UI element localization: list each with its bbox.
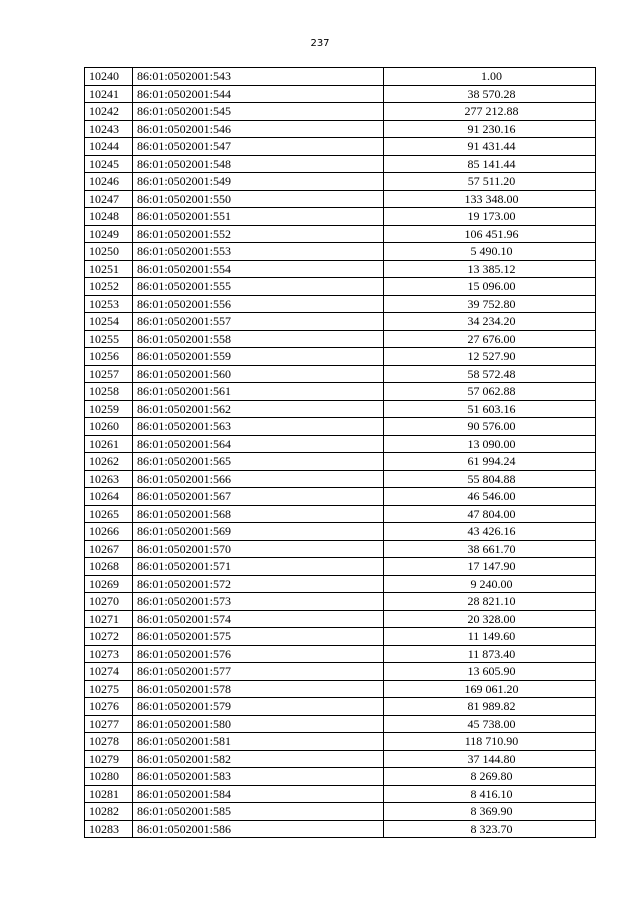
- cadastral-number-cell: 86:01:0502001:577: [133, 663, 384, 681]
- table-row: [85, 68, 596, 86]
- value-cell: 85 141.44: [384, 155, 596, 173]
- cadastral-number-cell: 86:01:0502001:543: [133, 68, 384, 86]
- table-row: [85, 593, 596, 611]
- row-number-cell: 10264: [85, 488, 133, 506]
- table-row: [85, 523, 596, 541]
- cadastral-number-cell: 86:01:0502001:567: [133, 488, 384, 506]
- page-number: 237: [310, 38, 330, 49]
- cadastral-number-cell: 86:01:0502001:571: [133, 558, 384, 576]
- row-number-cell: 10249: [85, 225, 133, 243]
- row-number-cell: 10257: [85, 365, 133, 383]
- table-row: [85, 610, 596, 628]
- cadastral-number-cell: 86:01:0502001:579: [133, 698, 384, 716]
- cadastral-number-cell: 86:01:0502001:560: [133, 365, 384, 383]
- row-number-cell: 10270: [85, 593, 133, 611]
- table-row: [85, 365, 596, 383]
- cadastral-number-cell: 86:01:0502001:575: [133, 628, 384, 646]
- value-cell: 90 576.00: [384, 418, 596, 436]
- value-cell: 43 426.16: [384, 523, 596, 541]
- row-number-cell: 10250: [85, 243, 133, 261]
- table-row: [85, 785, 596, 803]
- row-number-cell: 10271: [85, 610, 133, 628]
- table-row: [85, 663, 596, 681]
- row-number-cell: 10267: [85, 540, 133, 558]
- cadastral-number-cell: 86:01:0502001:554: [133, 260, 384, 278]
- row-number-cell: 10240: [85, 68, 133, 86]
- row-number-cell: 10268: [85, 558, 133, 576]
- cadastral-number-cell: 86:01:0502001:562: [133, 400, 384, 418]
- row-number-cell: 10243: [85, 120, 133, 138]
- row-number-cell: 10245: [85, 155, 133, 173]
- table-row: [85, 803, 596, 821]
- cadastral-number-cell: 86:01:0502001:564: [133, 435, 384, 453]
- value-cell: 8 269.80: [384, 768, 596, 786]
- row-number-cell: 10282: [85, 803, 133, 821]
- cadastral-number-cell: 86:01:0502001:565: [133, 453, 384, 471]
- value-cell: 15 096.00: [384, 278, 596, 296]
- value-cell: 11 873.40: [384, 645, 596, 663]
- value-cell: 8 369.90: [384, 803, 596, 821]
- value-cell: 57 511.20: [384, 173, 596, 191]
- table-row: [85, 103, 596, 121]
- row-number-cell: 10251: [85, 260, 133, 278]
- row-number-cell: 10252: [85, 278, 133, 296]
- cadastral-number-cell: 86:01:0502001:570: [133, 540, 384, 558]
- value-cell: 13 090.00: [384, 435, 596, 453]
- row-number-cell: 10254: [85, 313, 133, 331]
- table-row: [85, 348, 596, 366]
- table-row: [85, 418, 596, 436]
- value-cell: 27 676.00: [384, 330, 596, 348]
- table-row: [85, 698, 596, 716]
- table-row: [85, 540, 596, 558]
- table-row: [85, 155, 596, 173]
- value-cell: 19 173.00: [384, 208, 596, 226]
- table-row: [85, 330, 596, 348]
- cadastral-number-cell: 86:01:0502001:548: [133, 155, 384, 173]
- row-number-cell: 10255: [85, 330, 133, 348]
- cadastral-number-cell: 86:01:0502001:547: [133, 138, 384, 156]
- value-cell: 46 546.00: [384, 488, 596, 506]
- row-number-cell: 10262: [85, 453, 133, 471]
- table-row: [85, 750, 596, 768]
- table-row: [85, 435, 596, 453]
- table-row: [85, 383, 596, 401]
- value-cell: 38 661.70: [384, 540, 596, 558]
- value-cell: 118 710.90: [384, 733, 596, 751]
- row-number-cell: 10260: [85, 418, 133, 436]
- value-cell: 277 212.88: [384, 103, 596, 121]
- table-row: [85, 680, 596, 698]
- table-row: [85, 645, 596, 663]
- cadastral-number-cell: 86:01:0502001:582: [133, 750, 384, 768]
- row-number-cell: 10269: [85, 575, 133, 593]
- value-cell: 47 804.00: [384, 505, 596, 523]
- row-number-cell: 10242: [85, 103, 133, 121]
- cadastral-number-cell: 86:01:0502001:545: [133, 103, 384, 121]
- table-row: [85, 505, 596, 523]
- value-cell: 37 144.80: [384, 750, 596, 768]
- cadastral-number-cell: 86:01:0502001:583: [133, 768, 384, 786]
- row-number-cell: 10273: [85, 645, 133, 663]
- table-row: [85, 470, 596, 488]
- cadastral-number-cell: 86:01:0502001:556: [133, 295, 384, 313]
- table-row: [85, 120, 596, 138]
- table-row: [85, 400, 596, 418]
- cadastral-number-cell: 86:01:0502001:568: [133, 505, 384, 523]
- value-cell: 91 230.16: [384, 120, 596, 138]
- value-cell: 13 605.90: [384, 663, 596, 681]
- cadastral-number-cell: 86:01:0502001:549: [133, 173, 384, 191]
- row-number-cell: 10248: [85, 208, 133, 226]
- cadastral-number-cell: 86:01:0502001:561: [133, 383, 384, 401]
- table-row: [85, 575, 596, 593]
- cadastral-number-cell: 86:01:0502001:557: [133, 313, 384, 331]
- value-cell: 8 323.70: [384, 820, 596, 838]
- cadastral-number-cell: 86:01:0502001:546: [133, 120, 384, 138]
- cadastral-number-cell: 86:01:0502001:580: [133, 715, 384, 733]
- value-cell: 11 149.60: [384, 628, 596, 646]
- row-number-cell: 10263: [85, 470, 133, 488]
- row-number-cell: 10266: [85, 523, 133, 541]
- value-cell: 28 821.10: [384, 593, 596, 611]
- row-number-cell: 10244: [85, 138, 133, 156]
- row-number-cell: 10280: [85, 768, 133, 786]
- value-cell: 17 147.90: [384, 558, 596, 576]
- cadastral-number-cell: 86:01:0502001:559: [133, 348, 384, 366]
- cadastral-number-cell: 86:01:0502001:566: [133, 470, 384, 488]
- value-cell: 55 804.88: [384, 470, 596, 488]
- row-number-cell: 10278: [85, 733, 133, 751]
- table-row: [85, 278, 596, 296]
- value-cell: 45 738.00: [384, 715, 596, 733]
- table-row: [85, 208, 596, 226]
- value-cell: 1.00: [384, 68, 596, 86]
- cadastral-value-table: [84, 67, 596, 838]
- table-row: [85, 820, 596, 838]
- table-row: [85, 138, 596, 156]
- value-cell: 39 752.80: [384, 295, 596, 313]
- cadastral-number-cell: 86:01:0502001:553: [133, 243, 384, 261]
- value-cell: 57 062.88: [384, 383, 596, 401]
- value-cell: 81 989.82: [384, 698, 596, 716]
- cadastral-number-cell: 86:01:0502001:550: [133, 190, 384, 208]
- table-row: [85, 628, 596, 646]
- row-number-cell: 10259: [85, 400, 133, 418]
- table-row: [85, 313, 596, 331]
- row-number-cell: 10241: [85, 85, 133, 103]
- row-number-cell: 10283: [85, 820, 133, 838]
- cadastral-number-cell: 86:01:0502001:585: [133, 803, 384, 821]
- row-number-cell: 10246: [85, 173, 133, 191]
- cadastral-number-cell: 86:01:0502001:573: [133, 593, 384, 611]
- cadastral-number-cell: 86:01:0502001:576: [133, 645, 384, 663]
- cadastral-number-cell: 86:01:0502001:574: [133, 610, 384, 628]
- cadastral-number-cell: 86:01:0502001:558: [133, 330, 384, 348]
- table-row: [85, 260, 596, 278]
- cadastral-number-cell: 86:01:0502001:581: [133, 733, 384, 751]
- table-row: [85, 453, 596, 471]
- value-cell: 38 570.28: [384, 85, 596, 103]
- table-row: [85, 733, 596, 751]
- table-row: [85, 85, 596, 103]
- row-number-cell: 10256: [85, 348, 133, 366]
- table-row: [85, 295, 596, 313]
- row-number-cell: 10272: [85, 628, 133, 646]
- row-number-cell: 10265: [85, 505, 133, 523]
- value-cell: 91 431.44: [384, 138, 596, 156]
- table-row: [85, 225, 596, 243]
- value-cell: 12 527.90: [384, 348, 596, 366]
- value-cell: 9 240.00: [384, 575, 596, 593]
- cadastral-number-cell: 86:01:0502001:544: [133, 85, 384, 103]
- row-number-cell: 10261: [85, 435, 133, 453]
- cadastral-number-cell: 86:01:0502001:569: [133, 523, 384, 541]
- row-number-cell: 10258: [85, 383, 133, 401]
- value-cell: 61 994.24: [384, 453, 596, 471]
- value-cell: 106 451.96: [384, 225, 596, 243]
- cadastral-number-cell: 86:01:0502001:584: [133, 785, 384, 803]
- cadastral-number-cell: 86:01:0502001:551: [133, 208, 384, 226]
- value-cell: 34 234.20: [384, 313, 596, 331]
- cadastral-number-cell: 86:01:0502001:578: [133, 680, 384, 698]
- row-number-cell: 10277: [85, 715, 133, 733]
- value-cell: 13 385.12: [384, 260, 596, 278]
- row-number-cell: 10279: [85, 750, 133, 768]
- row-number-cell: 10274: [85, 663, 133, 681]
- table-row: [85, 768, 596, 786]
- value-cell: 58 572.48: [384, 365, 596, 383]
- value-cell: 51 603.16: [384, 400, 596, 418]
- value-cell: 5 490.10: [384, 243, 596, 261]
- table-row: [85, 488, 596, 506]
- table-row: [85, 173, 596, 191]
- row-number-cell: 10275: [85, 680, 133, 698]
- row-number-cell: 10253: [85, 295, 133, 313]
- cadastral-number-cell: 86:01:0502001:572: [133, 575, 384, 593]
- row-number-cell: 10281: [85, 785, 133, 803]
- row-number-cell: 10276: [85, 698, 133, 716]
- table-row: [85, 558, 596, 576]
- table-row: [85, 243, 596, 261]
- table-row: [85, 190, 596, 208]
- cadastral-number-cell: 86:01:0502001:563: [133, 418, 384, 436]
- value-cell: 8 416.10: [384, 785, 596, 803]
- cadastral-number-cell: 86:01:0502001:552: [133, 225, 384, 243]
- row-number-cell: 10247: [85, 190, 133, 208]
- cadastral-number-cell: 86:01:0502001:555: [133, 278, 384, 296]
- value-cell: 169 061.20: [384, 680, 596, 698]
- value-cell: 133 348.00: [384, 190, 596, 208]
- cadastral-number-cell: 86:01:0502001:586: [133, 820, 384, 838]
- table-row: [85, 715, 596, 733]
- table-body: [85, 68, 596, 838]
- value-cell: 20 328.00: [384, 610, 596, 628]
